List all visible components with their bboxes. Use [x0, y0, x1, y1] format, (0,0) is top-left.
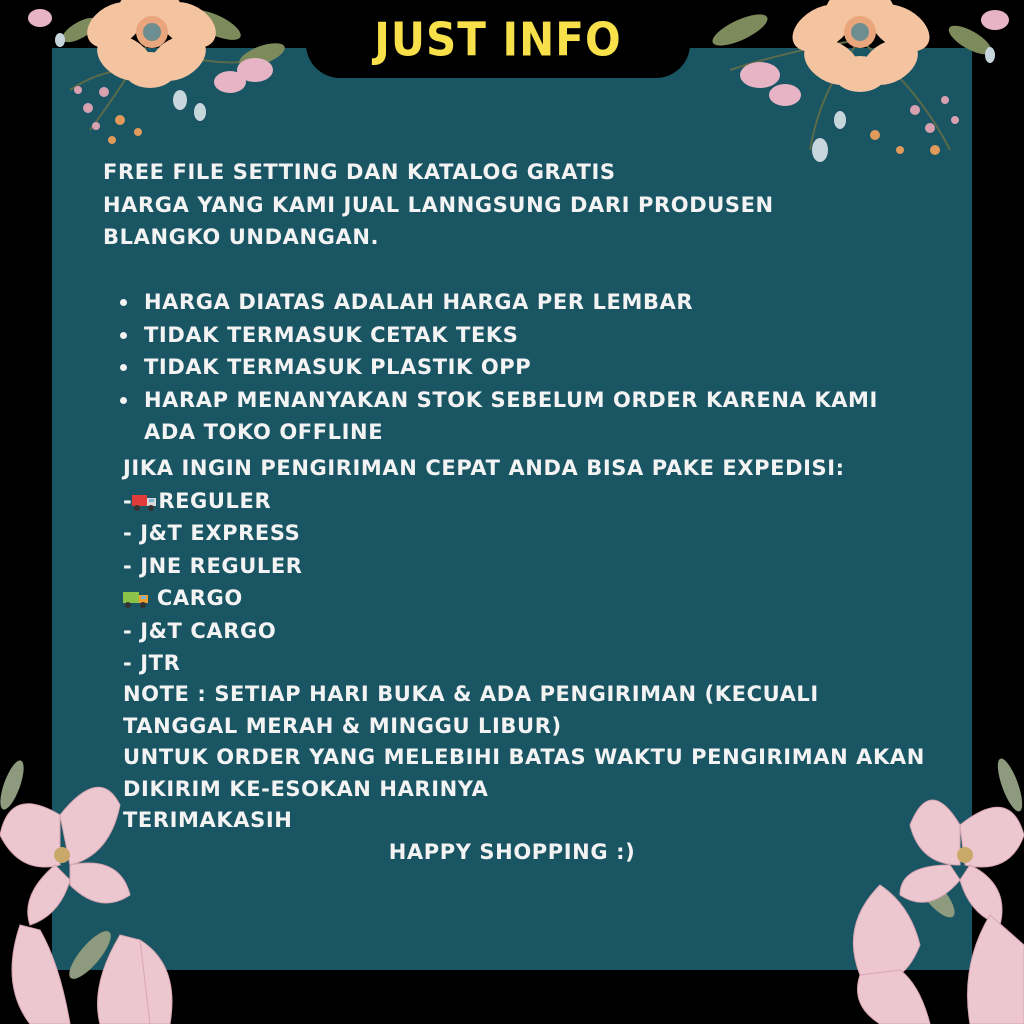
title-banner: [306, 0, 690, 78]
intro-line-2: HARGA YANG KAMI JUAL LANNGSUNG DARI PRODUSEN: [103, 192, 774, 217]
cargo-truck-icon: [123, 589, 149, 609]
floral-decoration-top-right: [700, 0, 1024, 175]
note-line-5: TERIMAKASIH: [123, 808, 293, 832]
bullet-ask-stock: HARAP MENANYAKAN STOK SEBELUM ORDER KARENA KAMI: [118, 384, 878, 417]
shipping-option-cargo: [123, 582, 845, 615]
note-line-1: NOTE : SETIAP HARI BUKA & ADA PENGIRIMAN (KECUALI: [123, 682, 819, 706]
bullet-no-opp-plastic: TIDAK TERMASUK PLASTIK OPP: [118, 351, 878, 384]
closing-message: HAPPY SHOPPING :): [388, 840, 636, 864]
cargo-label: CARGO: [149, 586, 243, 610]
shipping-section: [123, 452, 845, 680]
floral-decoration-top-left: [0, 0, 300, 170]
shipping-option-jtr: - JTR: [123, 651, 181, 675]
note-line-3: UNTUK ORDER YANG MELEBIHI BATAS WAKTU PENGIRIMAN AKAN: [123, 745, 925, 769]
intro-line-1: FREE FILE SETTING DAN KATALOG GRATIS: [103, 160, 616, 184]
reguler-prefix: -: [123, 488, 133, 513]
intro-line-3: BLANGKO UNDANGAN.: [103, 225, 380, 249]
shipping-option-jne-reguler: - JNE REGULER: [123, 553, 303, 578]
bullet-no-text-print: TIDAK TERMASUK CETAK TEKS: [118, 319, 878, 352]
shipping-option-reguler: [123, 485, 845, 518]
notes-section: [123, 679, 925, 837]
shipping-heading: JIKA INGIN PENGIRIMAN CEPAT ANDA BISA PAKE EXPEDISI:: [123, 456, 845, 480]
delivery-truck-icon: [132, 492, 158, 512]
shipping-option-jt-cargo: - J&T CARGO: [123, 618, 277, 643]
note-line-2: TANGGAL MERAH & MINGGU LIBUR): [123, 713, 562, 738]
shipping-option-jt-express: - J&T EXPRESS: [123, 521, 301, 545]
note-line-4: DIKIRIM KE-ESOKAN HARINYA: [123, 776, 489, 801]
info-bullet-list: [118, 286, 878, 449]
intro-text: [103, 156, 774, 254]
bullet-offline-store: ADA TOKO OFFLINE: [144, 420, 384, 444]
bullet-price-per-sheet: HARGA DIATAS ADALAH HARGA PER LEMBAR: [118, 286, 878, 319]
page-title: JUST INFO: [374, 12, 622, 66]
reguler-label: REGULER: [158, 488, 272, 513]
